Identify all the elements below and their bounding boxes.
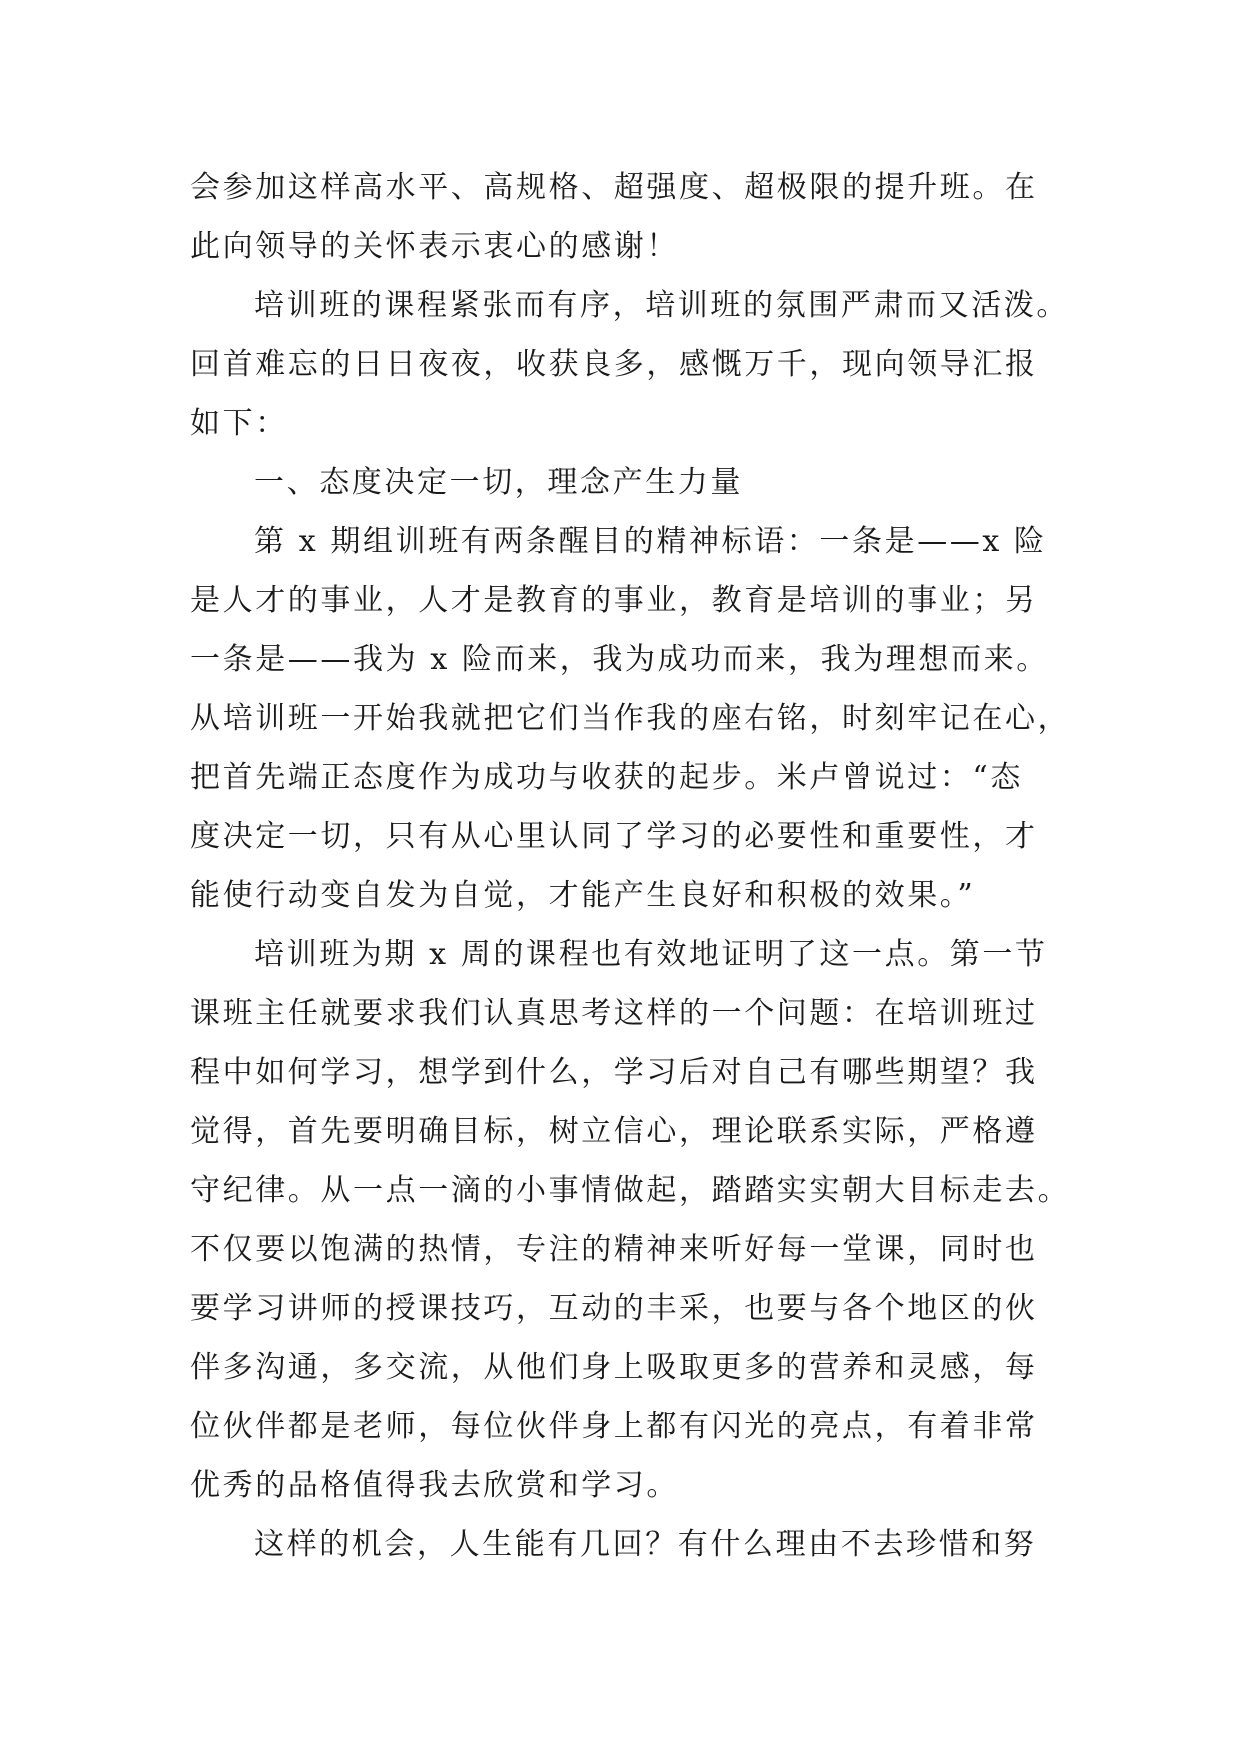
text-line: 会参加这样高水平、高规格、超强度、超极限的提升班。在: [190, 170, 1038, 205]
paragraph-start-line: 培训班的课程紧张而有序，培训班的氛围严肃而又活泼。: [254, 288, 1069, 323]
text-line: 要学习讲师的授课技巧，互动的丰采，也要与各个地区的伙: [190, 1291, 1038, 1326]
text-line: 觉得，首先要明确目标，树立信心，理论联系实际，严格遵: [190, 1114, 1038, 1149]
text-line: 从培训班一开始我就把它们当作我的座右铭，时刻牢记在心，: [190, 701, 1071, 736]
text-line: 如下：: [190, 406, 288, 441]
text-line: 课班主任就要求我们认真思考这样的一个问题：在培训班过: [190, 996, 1038, 1031]
text-line: 位伙伴都是老师，每位伙伴身上都有闪光的亮点，有着非常: [190, 1409, 1038, 1444]
text-line: 伴多沟通，多交流，从他们身上吸取更多的营养和灵感，每: [190, 1350, 1038, 1385]
paragraph-start-line: 第 x 期组训班有两条醒目的精神标语：一条是——x 险: [254, 524, 1047, 559]
text-line: 度决定一切，只有从心里认同了学习的必要性和重要性，才: [190, 819, 1038, 854]
text-line: 此向领导的关怀表示衷心的感谢！: [190, 229, 679, 264]
text-line: 一条是——我为 x 险而来，我为成功而来，我为理想而来。: [190, 642, 1049, 677]
text-line: 守纪律。从一点一滴的小事情做起，踏踏实实朝大目标走去。: [190, 1173, 1071, 1208]
paragraph-start-line: 培训班为期 x 周的课程也有效地证明了这一点。第一节: [254, 937, 1048, 972]
text-line: 能使行动变自发为自觉，才能产生良好和积极的效果。”: [190, 878, 976, 913]
text-line: 优秀的品格值得我去欣赏和学习。: [190, 1468, 679, 1503]
paragraph-start-line: 这样的机会，人生能有几回？有什么理由不去珍惜和努: [254, 1527, 1037, 1562]
section-heading: 一、态度决定一切，理念产生力量: [254, 465, 743, 500]
text-line: 是人才的事业，人才是教育的事业，教育是培训的事业；另: [190, 583, 1038, 618]
text-line: 不仅要以饱满的热情，专注的精神来听好每一堂课，同时也: [190, 1232, 1038, 1267]
text-line: 把首先端正态度作为成功与收获的起步。米卢曾说过：“态: [190, 760, 1023, 795]
text-line: 回首难忘的日日夜夜，收获良多，感慨万千，现向领导汇报: [190, 347, 1038, 382]
text-line: 程中如何学习，想学到什么，学习后对自己有哪些期望？我: [190, 1055, 1038, 1090]
body-text: [190, 158, 1070, 1574]
